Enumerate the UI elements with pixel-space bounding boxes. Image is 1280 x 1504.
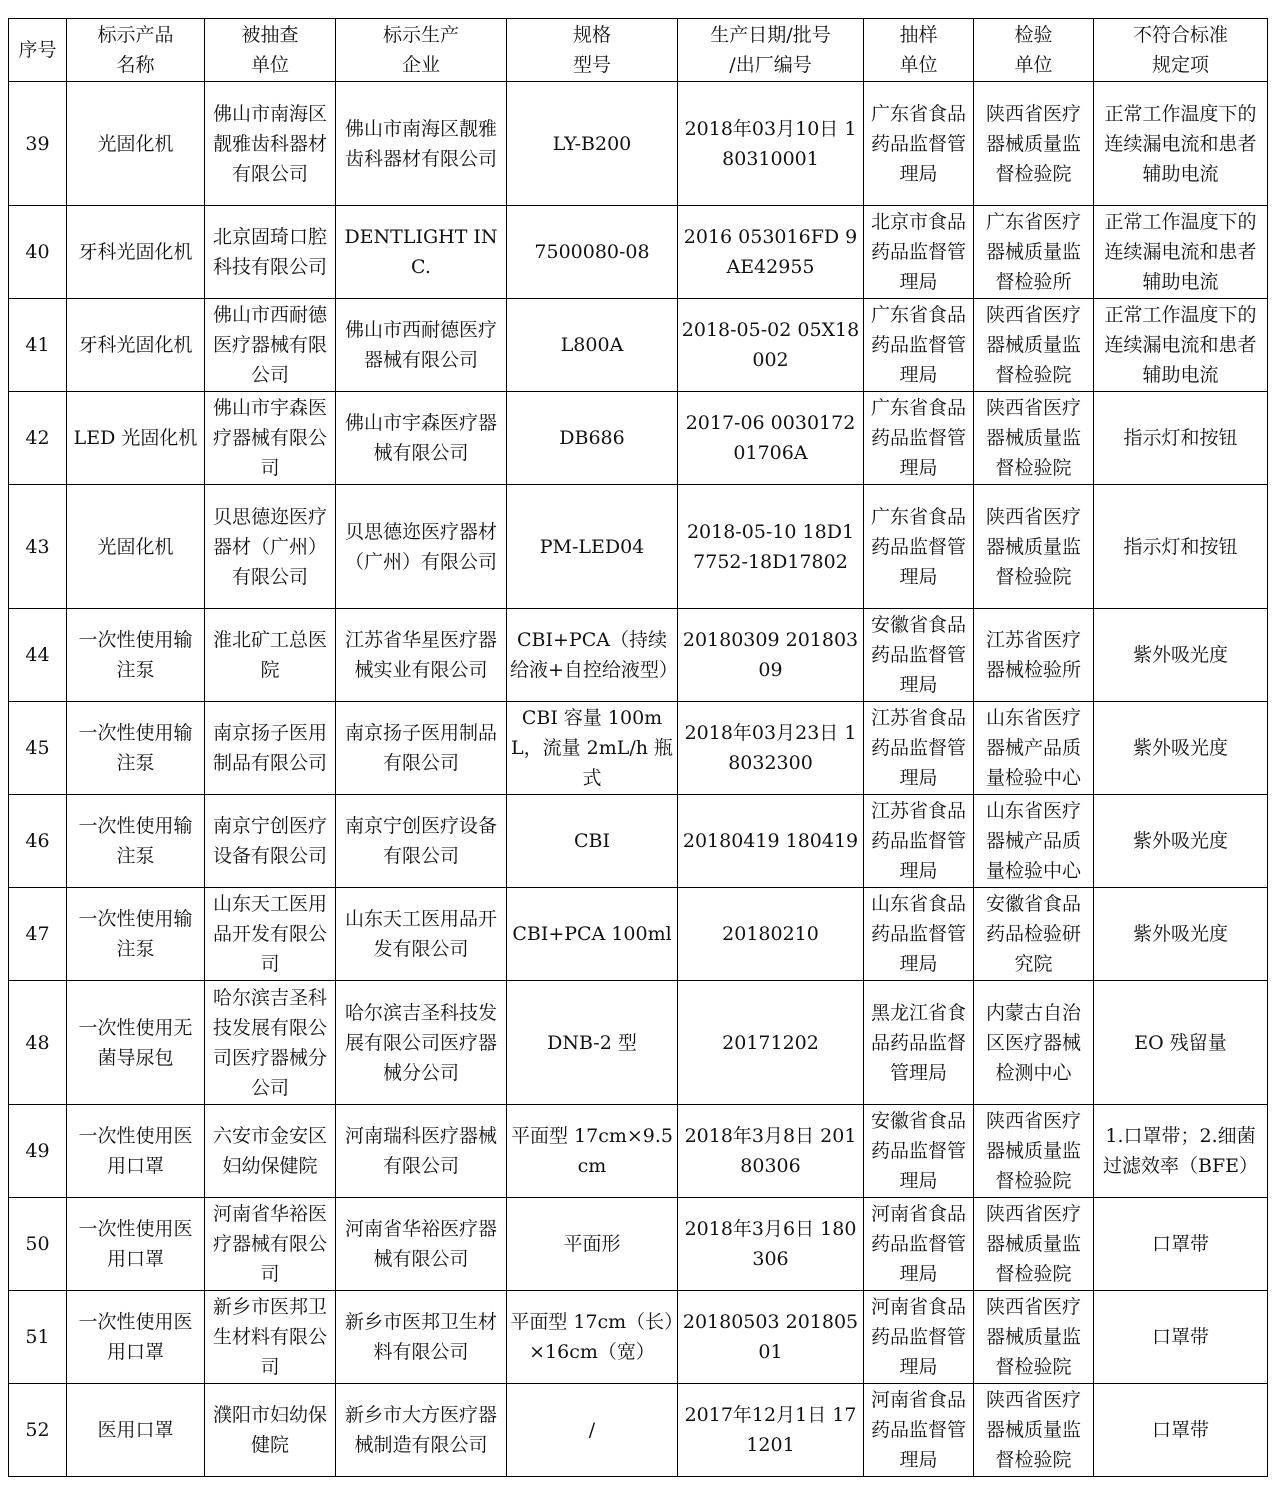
table-row bbox=[9, 888, 1268, 981]
header-maker: 标示生产 企业 bbox=[336, 19, 507, 82]
cell-product: LED 光固化机 bbox=[67, 392, 205, 485]
cell-spec: CBI 容量 100mL，流量 2mL/h 瓶式 bbox=[507, 702, 678, 795]
cell-tester: 陕西省医疗器械质量监督检验院 bbox=[974, 299, 1094, 392]
table-row bbox=[9, 206, 1268, 299]
cell-spec: / bbox=[507, 1384, 678, 1477]
cell-no: 49 bbox=[9, 1105, 67, 1198]
table-row bbox=[9, 1105, 1268, 1198]
header-fail: 不符合标准 规定项 bbox=[1094, 19, 1268, 82]
cell-maker: 佛山市西耐德医疗器械有限公司 bbox=[336, 299, 507, 392]
cell-batch: 2018年03月10日 180310001 bbox=[678, 82, 864, 206]
cell-maker: 新乡市医邦卫生材料有限公司 bbox=[336, 1291, 507, 1384]
cell-fail: 正常工作温度下的连续漏电流和患者辅助电流 bbox=[1094, 206, 1268, 299]
cell-fail: 紫外吸光度 bbox=[1094, 609, 1268, 702]
cell-spec: CBI+PCA 100ml bbox=[507, 888, 678, 981]
cell-fail: EO 残留量 bbox=[1094, 981, 1268, 1105]
cell-batch: 20180419 180419 bbox=[678, 795, 864, 888]
cell-fail: 1.口罩带；2.细菌过滤效率（BFE） bbox=[1094, 1105, 1268, 1198]
cell-maker: 河南瑞科医疗器械有限公司 bbox=[336, 1105, 507, 1198]
cell-batch: 20180309 20180309 bbox=[678, 609, 864, 702]
cell-sampler: 江苏省食品药品监督管理局 bbox=[864, 702, 974, 795]
cell-unit: 佛山市南海区靓雅齿科器材有限公司 bbox=[205, 82, 336, 206]
cell-product: 医用口罩 bbox=[67, 1384, 205, 1477]
cell-sampler: 山东省食品药品监督管理局 bbox=[864, 888, 974, 981]
cell-sampler: 河南省食品药品监督管理局 bbox=[864, 1384, 974, 1477]
table-row bbox=[9, 1291, 1268, 1384]
cell-product: 牙科光固化机 bbox=[67, 206, 205, 299]
cell-no: 51 bbox=[9, 1291, 67, 1384]
cell-unit: 北京固琦口腔科技有限公司 bbox=[205, 206, 336, 299]
cell-no: 45 bbox=[9, 702, 67, 795]
cell-spec: DB686 bbox=[507, 392, 678, 485]
cell-batch: 2017年12月1日 171201 bbox=[678, 1384, 864, 1477]
cell-product: 一次性使用医用口罩 bbox=[67, 1105, 205, 1198]
cell-fail: 紫外吸光度 bbox=[1094, 795, 1268, 888]
cell-no: 47 bbox=[9, 888, 67, 981]
cell-sampler: 江苏省食品药品监督管理局 bbox=[864, 795, 974, 888]
cell-unit: 淮北矿工总医院 bbox=[205, 609, 336, 702]
header-product: 标示产品 名称 bbox=[67, 19, 205, 82]
cell-batch: 20180503 20180501 bbox=[678, 1291, 864, 1384]
cell-maker: 哈尔滨吉圣科技发展有限公司医疗器械分公司 bbox=[336, 981, 507, 1105]
cell-no: 44 bbox=[9, 609, 67, 702]
cell-sampler: 河南省食品药品监督管理局 bbox=[864, 1198, 974, 1291]
cell-spec: 7500080-08 bbox=[507, 206, 678, 299]
cell-maker: 山东天工医用品开发有限公司 bbox=[336, 888, 507, 981]
table-row bbox=[9, 981, 1268, 1105]
cell-product: 一次性使用输注泵 bbox=[67, 888, 205, 981]
cell-spec: L800A bbox=[507, 299, 678, 392]
cell-no: 43 bbox=[9, 485, 67, 609]
cell-spec: 平面型 17cm（长）×16cm（宽） bbox=[507, 1291, 678, 1384]
cell-batch: 2018年3月8日 20180306 bbox=[678, 1105, 864, 1198]
table-row bbox=[9, 702, 1268, 795]
cell-spec: 平面形 bbox=[507, 1198, 678, 1291]
cell-fail: 正常工作温度下的连续漏电流和患者辅助电流 bbox=[1094, 299, 1268, 392]
cell-tester: 安徽省食品药品检验研究院 bbox=[974, 888, 1094, 981]
header-spec: 规格 型号 bbox=[507, 19, 678, 82]
cell-sampler: 安徽省食品药品监督管理局 bbox=[864, 609, 974, 702]
cell-product: 牙科光固化机 bbox=[67, 299, 205, 392]
cell-spec: PM-LED04 bbox=[507, 485, 678, 609]
cell-no: 50 bbox=[9, 1198, 67, 1291]
cell-fail: 紫外吸光度 bbox=[1094, 702, 1268, 795]
cell-sampler: 广东省食品药品监督管理局 bbox=[864, 392, 974, 485]
cell-product: 一次性使用输注泵 bbox=[67, 702, 205, 795]
header-tester: 检验 单位 bbox=[974, 19, 1094, 82]
cell-maker: 河南省华裕医疗器械有限公司 bbox=[336, 1198, 507, 1291]
table-row bbox=[9, 82, 1268, 206]
cell-batch: 20171202 bbox=[678, 981, 864, 1105]
cell-fail: 正常工作温度下的连续漏电流和患者辅助电流 bbox=[1094, 82, 1268, 206]
cell-fail: 口罩带 bbox=[1094, 1291, 1268, 1384]
cell-maker: 佛山市南海区靓雅齿科器材有限公司 bbox=[336, 82, 507, 206]
cell-maker: 佛山市宇森医疗器械有限公司 bbox=[336, 392, 507, 485]
cell-product: 一次性使用输注泵 bbox=[67, 609, 205, 702]
cell-sampler: 广东省食品药品监督管理局 bbox=[864, 82, 974, 206]
inspection-table bbox=[8, 18, 1268, 1477]
cell-spec: DNB-2 型 bbox=[507, 981, 678, 1105]
cell-tester: 陕西省医疗器械质量监督检验院 bbox=[974, 1105, 1094, 1198]
cell-maker: 南京扬子医用制品有限公司 bbox=[336, 702, 507, 795]
cell-maker: 贝思德迩医疗器材（广州）有限公司 bbox=[336, 485, 507, 609]
cell-sampler: 黑龙江省食品药品监督管理局 bbox=[864, 981, 974, 1105]
cell-fail: 指示灯和按钮 bbox=[1094, 485, 1268, 609]
table-row bbox=[9, 485, 1268, 609]
cell-unit: 河南省华裕医疗器械有限公司 bbox=[205, 1198, 336, 1291]
cell-batch: 2018-05-10 18D17752-18D17802 bbox=[678, 485, 864, 609]
cell-batch: 2016 053016FD 9AE42955 bbox=[678, 206, 864, 299]
cell-product: 光固化机 bbox=[67, 82, 205, 206]
cell-no: 40 bbox=[9, 206, 67, 299]
cell-sampler: 河南省食品药品监督管理局 bbox=[864, 1291, 974, 1384]
cell-batch: 2018年3月6日 180306 bbox=[678, 1198, 864, 1291]
table-row bbox=[9, 392, 1268, 485]
cell-spec: CBI bbox=[507, 795, 678, 888]
cell-sampler: 广东省食品药品监督管理局 bbox=[864, 485, 974, 609]
cell-no: 42 bbox=[9, 392, 67, 485]
cell-no: 48 bbox=[9, 981, 67, 1105]
cell-tester: 江苏省医疗器械检验所 bbox=[974, 609, 1094, 702]
cell-tester: 山东省医疗器械产品质量检验中心 bbox=[974, 795, 1094, 888]
cell-batch: 2018年03月23日 18032300 bbox=[678, 702, 864, 795]
cell-no: 39 bbox=[9, 82, 67, 206]
cell-fail: 口罩带 bbox=[1094, 1384, 1268, 1477]
cell-sampler: 安徽省食品药品监督管理局 bbox=[864, 1105, 974, 1198]
cell-unit: 南京宁创医疗设备有限公司 bbox=[205, 795, 336, 888]
header-sampler: 抽样 单位 bbox=[864, 19, 974, 82]
table-row bbox=[9, 795, 1268, 888]
cell-maker: 南京宁创医疗设备有限公司 bbox=[336, 795, 507, 888]
cell-tester: 陕西省医疗器械质量监督检验院 bbox=[974, 392, 1094, 485]
cell-unit: 南京扬子医用制品有限公司 bbox=[205, 702, 336, 795]
cell-maker: 江苏省华星医疗器械实业有限公司 bbox=[336, 609, 507, 702]
cell-tester: 陕西省医疗器械质量监督检验院 bbox=[974, 82, 1094, 206]
table-row bbox=[9, 299, 1268, 392]
header-row bbox=[9, 19, 1268, 82]
cell-no: 52 bbox=[9, 1384, 67, 1477]
cell-product: 光固化机 bbox=[67, 485, 205, 609]
header-unit: 被抽查 单位 bbox=[205, 19, 336, 82]
cell-tester: 内蒙古自治区医疗器械检测中心 bbox=[974, 981, 1094, 1105]
header-no: 序号 bbox=[9, 19, 67, 82]
cell-unit: 山东天工医用品开发有限公司 bbox=[205, 888, 336, 981]
cell-batch: 2018-05-02 05X18002 bbox=[678, 299, 864, 392]
cell-tester: 陕西省医疗器械质量监督检验院 bbox=[974, 1384, 1094, 1477]
cell-tester: 陕西省医疗器械质量监督检验院 bbox=[974, 485, 1094, 609]
cell-sampler: 广东省食品药品监督管理局 bbox=[864, 299, 974, 392]
cell-maker: 新乡市大方医疗器械制造有限公司 bbox=[336, 1384, 507, 1477]
cell-unit: 贝思德迩医疗器材（广州）有限公司 bbox=[205, 485, 336, 609]
cell-unit: 六安市金安区妇幼保健院 bbox=[205, 1105, 336, 1198]
table-row bbox=[9, 1198, 1268, 1291]
cell-product: 一次性使用输注泵 bbox=[67, 795, 205, 888]
cell-unit: 佛山市宇森医疗器械有限公司 bbox=[205, 392, 336, 485]
cell-no: 46 bbox=[9, 795, 67, 888]
cell-batch: 20180210 bbox=[678, 888, 864, 981]
table-row bbox=[9, 609, 1268, 702]
cell-fail: 口罩带 bbox=[1094, 1198, 1268, 1291]
cell-tester: 陕西省医疗器械质量监督检验院 bbox=[974, 1291, 1094, 1384]
cell-unit: 佛山市西耐德医疗器械有限公司 bbox=[205, 299, 336, 392]
cell-maker: DENTLIGHT INC. bbox=[336, 206, 507, 299]
table-row bbox=[9, 1384, 1268, 1477]
cell-product: 一次性使用医用口罩 bbox=[67, 1198, 205, 1291]
cell-spec: CBI+PCA（持续给液+自控给液型） bbox=[507, 609, 678, 702]
cell-spec: LY-B200 bbox=[507, 82, 678, 206]
cell-unit: 哈尔滨吉圣科技发展有限公司医疗器械分公司 bbox=[205, 981, 336, 1105]
cell-unit: 濮阳市妇幼保健院 bbox=[205, 1384, 336, 1477]
cell-tester: 陕西省医疗器械质量监督检验院 bbox=[974, 1198, 1094, 1291]
cell-tester: 广东省医疗器械质量监督检验所 bbox=[974, 206, 1094, 299]
cell-product: 一次性使用无菌导尿包 bbox=[67, 981, 205, 1105]
cell-spec: 平面型 17cm×9.5cm bbox=[507, 1105, 678, 1198]
cell-fail: 指示灯和按钮 bbox=[1094, 392, 1268, 485]
cell-batch: 2017-06 003017201706A bbox=[678, 392, 864, 485]
cell-product: 一次性使用医用口罩 bbox=[67, 1291, 205, 1384]
cell-tester: 山东省医疗器械产品质量检验中心 bbox=[974, 702, 1094, 795]
cell-fail: 紫外吸光度 bbox=[1094, 888, 1268, 981]
header-batch: 生产日期/批号 /出厂编号 bbox=[678, 19, 864, 82]
cell-sampler: 北京市食品药品监督管理局 bbox=[864, 206, 974, 299]
cell-unit: 新乡市医邦卫生材料有限公司 bbox=[205, 1291, 336, 1384]
cell-no: 41 bbox=[9, 299, 67, 392]
